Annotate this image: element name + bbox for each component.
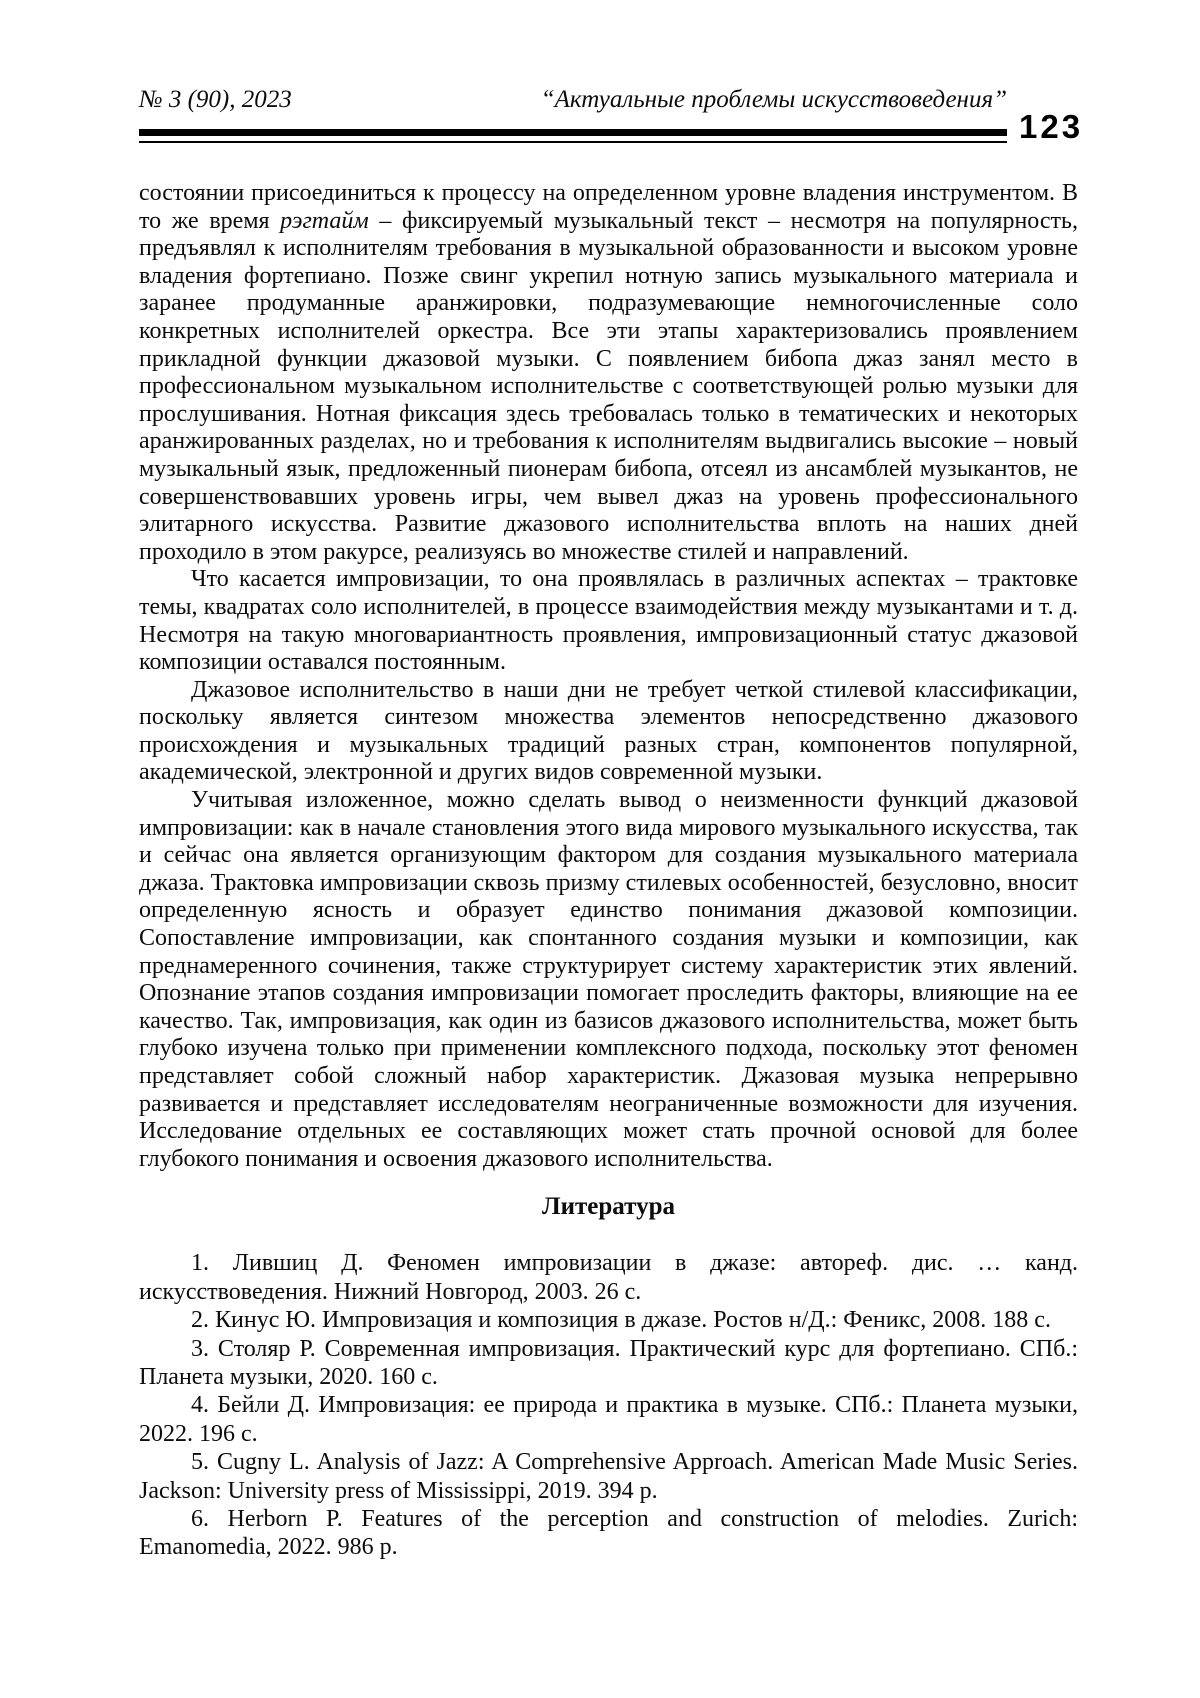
header-rule-thick — [139, 129, 1007, 136]
journal-title: “Актуальные проблемы искусствоведения” — [540, 86, 1007, 113]
header-rule-thin — [139, 141, 1007, 143]
article-body — [139, 180, 1078, 1562]
running-head — [139, 86, 1084, 145]
page-number: 123 — [1019, 108, 1084, 145]
reference-item: 3. Столяр Р. Современная импровизация. Практический курс для фортепиано. СПб.: Планета музыки, 2020. 160 с. — [139, 1335, 1078, 1390]
reference-item: 5. Cugny L. Analysis of Jazz: A Comprehensive Approach. American Made Music Series. Jackson: University press of Mississippi, 2019. 394 p. — [139, 1449, 1078, 1504]
reference-item: 4. Бейли Д. Импровизация: ее природа и практика в музыке. СПб.: Планета музыки, 2022. 196 с. — [139, 1392, 1078, 1447]
running-head-text-row — [139, 86, 1007, 114]
issue-number: № 3 (90), 2023 — [139, 86, 292, 113]
body-paragraph — [139, 180, 1078, 566]
references-heading: Литература — [541, 1193, 676, 1221]
body-paragraph: Что касается импровизации, то она проявлялась в различных аспектах – трактовке темы, квадратах соло исполнителей, в процессе взаимодействия между музыкантами и т. д. Несмотря на такую многовариантность проявления, импровизационный статус джазовой композиции оставался постоянным. — [139, 566, 1078, 676]
header-rule-row — [139, 108, 1084, 145]
body-paragraph: Джазовое исполнительство в наши дни не требует четкой стилевой классификации, поскольку является синтезом множества элементов непосредственно джазового происхождения и музыкальных традиций разных стран, компонентов популярной, академической, электронной и других видов современной музыки. — [139, 676, 1078, 786]
reference-item: 1. Лившиц Д. Феномен импровизации в джазе: автореф. дис. … канд. искусствоведения. Нижний Новгород, 2003. 26 с. — [139, 1250, 1078, 1305]
reference-item: 2. Кинус Ю. Импровизация и композиция в джазе. Ростов н/Д.: Феникс, 2008. 188 с. — [191, 1307, 1051, 1334]
body-paragraph: Учитывая изложенное, можно сделать вывод о неизменности функций джазовой импровизации: как в начале становления этого вида мирового музыкального искусства, так и сейчас она является организующим фактором для создания музыкального материала джаза. Трактовка импровизации сквозь призму стилевых особенностей, безусловно, вносит определенную ясность и образует единство понимания джазовой композиции. Сопоставление импровизации, как спонтанного создания музыки и композиции, как преднамеренного сочинения, также структурирует систему характеристик этих явлений. Опознание этапов создания импровизации помогает проследить факторы, влияющие на ее качество. Так, импровизация, как один из базисов джазового исполнительства, может быть глубоко изучена только при применении комплексного подхода, поскольку этот феномен представляет собой сложный набор характеристик. Джазовая музыка непрерывно развивается и представляет исследователям неограниченные возможности для изучения. Исследование отдельных ее составляющих может стать прочной основой для более глубокого понимания и освоения джазового исполнительства. — [139, 787, 1078, 1172]
reference-item: 6. Herborn P. Features of the perception and construction of melodies. Zurich: Emanomedia, 2022. 986 p. — [139, 1506, 1078, 1561]
italic-term: рэгтайм — [280, 207, 369, 234]
paragraph-text: состоянии присоединиться к процессу на определенном уровне владения инструментом. В то же время — [139, 180, 1078, 234]
paragraph-text: – фиксируемый музыкальный текст – несмотря на популярность, предъявлял к исполнителям требования в музыкальной образованности и высоком уровне владения фортепиано. Позже свинг укрепил нотную запись музыкального материала и заранее продуманные аранжировки, подразумевающие немногочисленные соло конкретных исполнителей оркестра. Все эти этапы характеризовались проявлением прикладной функции джазовой музыки. С появлением бибопа джаз занял место в профессиональном музыкальном исполнительстве с соответствующей ролью музыки для прослушивания. Нотная фиксация здесь требовалась только в тематических и некоторых аранжированных разделах, но и требования к исполнителям выдвигались высокие – новый музыкальный язык, предложенный пионерам бибопа, отсеял из ансамблей музыкантов, не совершенствовавших уровень игры, чем вывел джаз на уровень профессионального элитарного искусства. Развитие джазового исполнительства вплоть на наших дней проходило в этом ракурсе, реализуясь во множестве стилей и направлений. — [139, 207, 1078, 565]
references-list — [139, 1249, 1078, 1561]
